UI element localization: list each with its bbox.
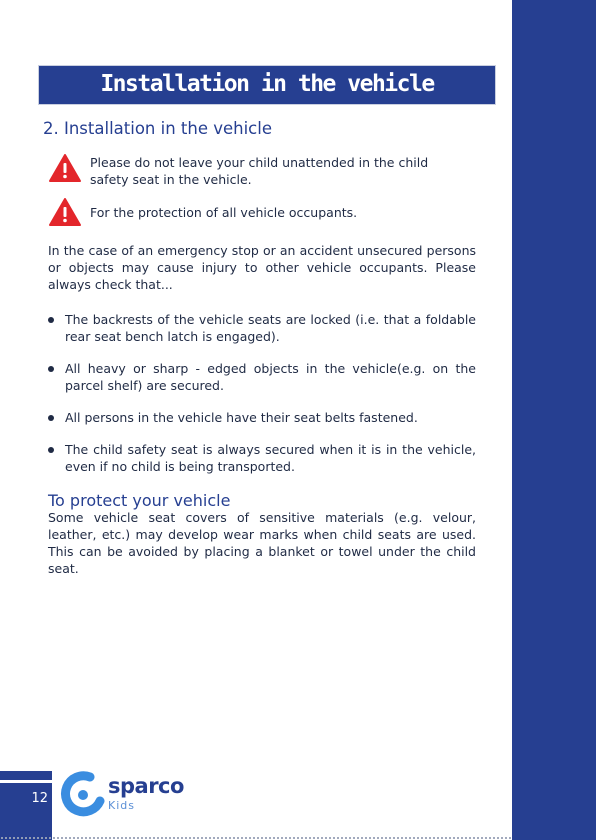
bullet-dot-icon — [48, 415, 54, 421]
warning-text: Please do not leave your child unattended in the child safety seat in the vehicle. — [90, 155, 429, 187]
protect-paragraph: Some vehicle seat covers of sensitive materials (e.g. velour, leather, etc.) may develop wear marks when child seats are used. This can be avoided by placing a blanket or towel under the child seat. — [48, 510, 476, 576]
side-color-bar — [512, 0, 596, 840]
bottom-dotted-border — [0, 836, 512, 840]
logo-wordmark: sparco — [108, 774, 184, 798]
intro-paragraph: In the case of an emergency stop or an accident unsecured persons or objects may cause injury to other vehicle occupants. Please always check that... — [48, 243, 476, 292]
page-title: Installation in the vehicle — [100, 71, 434, 97]
warning-triangle-icon — [48, 197, 82, 227]
bullet-dot-icon — [48, 447, 54, 453]
list-item: All persons in the vehicle have their seat belts fastened. — [48, 409, 476, 426]
bullet-dot-icon — [48, 317, 54, 323]
section-title: 2. Installation in the vehicle — [43, 119, 272, 138]
warning-triangle-icon — [48, 153, 82, 183]
list-item: All heavy or sharp - edged objects in the vehicle(e.g. on the parcel shelf) are secured. — [48, 360, 476, 394]
logo-subtitle: Kids — [108, 799, 135, 812]
page-number-tab — [0, 771, 52, 840]
page-number: 12 — [31, 791, 48, 806]
protect-title: To protect your vehicle — [48, 491, 231, 510]
list-item: The child safety seat is always secured when it is in the vehicle, even if no child is being transported. — [48, 441, 476, 475]
tab-divider — [0, 780, 52, 783]
list-item: The backrests of the vehicle seats are locked (i.e. that a foldable rear seat bench latch is engaged). — [48, 311, 476, 345]
sparco-swirl-icon — [60, 771, 106, 823]
bullet-dot-icon — [48, 366, 54, 372]
checklist — [48, 311, 476, 490]
warning-text: For the protection of all vehicle occupants. — [90, 205, 358, 220]
header-banner — [39, 66, 495, 104]
sparco-kids-logo — [60, 771, 200, 823]
